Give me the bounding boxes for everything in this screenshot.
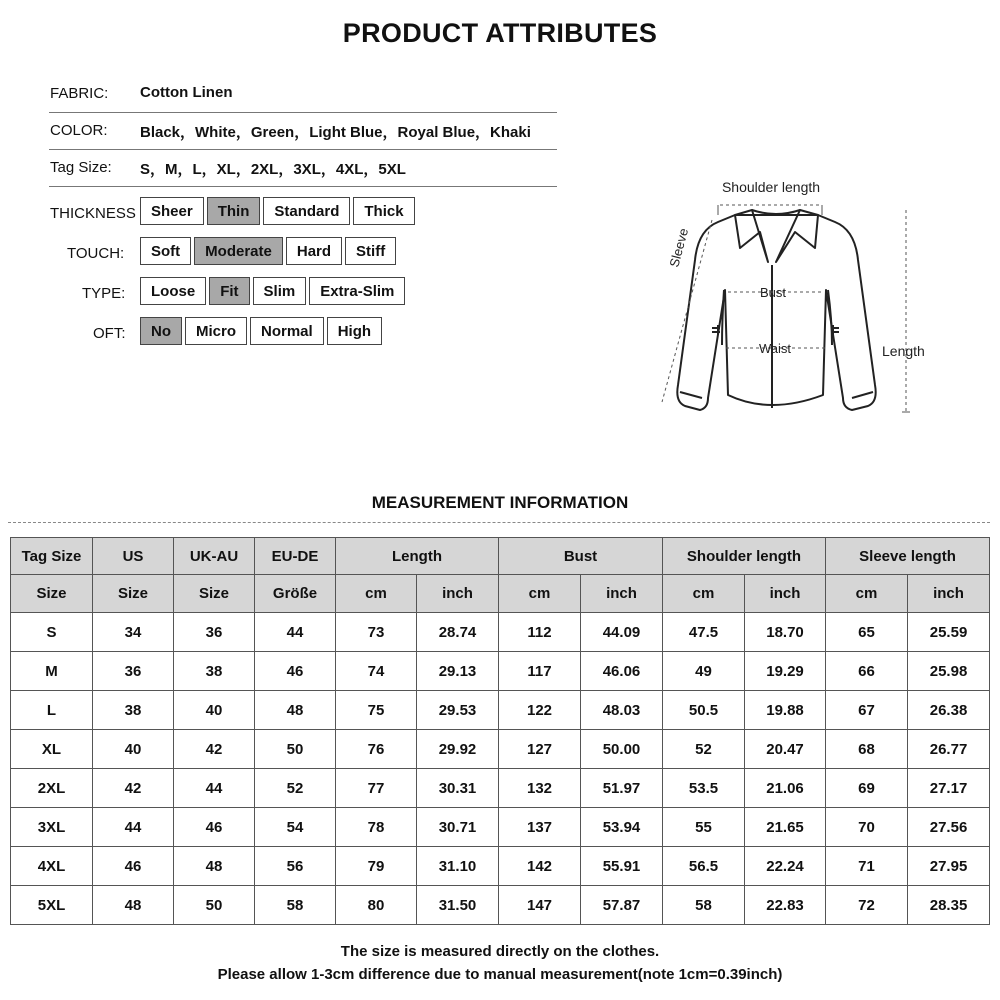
divider <box>49 186 557 187</box>
fabric-value: Cotton Linen <box>140 84 233 101</box>
value-cell: 74 <box>336 652 417 691</box>
value-cell: 25.59 <box>908 613 990 652</box>
value-cell: 51.97 <box>581 769 663 808</box>
value-cell: 44 <box>174 769 255 808</box>
touch-option[interactable]: Soft <box>140 237 191 265</box>
value-cell: 58 <box>663 886 745 925</box>
value-cell: 44.09 <box>581 613 663 652</box>
value-cell: 20.47 <box>745 730 826 769</box>
value-cell: 29.92 <box>417 730 499 769</box>
oft-option[interactable]: Normal <box>250 317 324 345</box>
divider <box>49 112 557 113</box>
oft-option[interactable]: No <box>140 317 182 345</box>
subheader-cell: Größe <box>255 575 336 613</box>
size-cell: 5XL <box>11 886 93 925</box>
value-cell: 48.03 <box>581 691 663 730</box>
value-cell: 52 <box>663 730 745 769</box>
subheader-cell: cm <box>826 575 908 613</box>
value-cell: 48 <box>174 847 255 886</box>
divider <box>49 149 557 150</box>
value-cell: 31.10 <box>417 847 499 886</box>
value-cell: 22.83 <box>745 886 826 925</box>
value-cell: 22.24 <box>745 847 826 886</box>
note-allowance: Please allow 1-3cm difference due to manual measurement(note 1cm=0.39inch) <box>217 966 783 983</box>
subheader-cell: cm <box>336 575 417 613</box>
value-cell: 132 <box>499 769 581 808</box>
subheader-cell: cm <box>663 575 745 613</box>
header-cell: UK-AU <box>174 538 255 575</box>
subheader-cell: inch <box>417 575 499 613</box>
value-cell: 53.94 <box>581 808 663 847</box>
measurement-table <box>10 537 990 925</box>
value-cell: 50 <box>255 730 336 769</box>
jacket-outline-icon <box>677 210 875 410</box>
touch-label: TOUCH: <box>67 245 125 262</box>
value-cell: 29.13 <box>417 652 499 691</box>
size-cell: XL <box>11 730 93 769</box>
value-cell: 46 <box>93 847 174 886</box>
table-row <box>11 808 990 847</box>
bust-label: Bust <box>759 285 787 300</box>
tag-size-value: S，M，L，XL，2XL，3XL，4XL，5XL <box>140 161 406 178</box>
value-cell: 21.06 <box>745 769 826 808</box>
measure-lines-icon <box>662 205 910 412</box>
value-cell: 42 <box>93 769 174 808</box>
note-measured: The size is measured directly on the clothes. <box>340 943 660 960</box>
value-cell: 147 <box>499 886 581 925</box>
table-body <box>11 613 990 925</box>
touch-option[interactable]: Moderate <box>194 237 283 265</box>
value-cell: 78 <box>336 808 417 847</box>
thickness-options <box>140 197 415 227</box>
value-cell: 36 <box>174 613 255 652</box>
value-cell: 58 <box>255 886 336 925</box>
value-cell: 38 <box>174 652 255 691</box>
value-cell: 122 <box>499 691 581 730</box>
value-cell: 50.00 <box>581 730 663 769</box>
size-cell: 2XL <box>11 769 93 808</box>
oft-options <box>140 317 382 347</box>
header-cell: EU-DE <box>255 538 336 575</box>
value-cell: 57.87 <box>581 886 663 925</box>
value-cell: 55 <box>663 808 745 847</box>
value-cell: 117 <box>499 652 581 691</box>
fabric-label: FABRIC: <box>50 85 109 102</box>
value-cell: 26.38 <box>908 691 990 730</box>
value-cell: 65 <box>826 613 908 652</box>
table-header-row <box>11 538 990 575</box>
table-row <box>11 613 990 652</box>
type-option[interactable]: Loose <box>140 277 206 305</box>
header-cell: Shoulder length <box>663 538 826 575</box>
subheader-cell: inch <box>581 575 663 613</box>
type-option[interactable]: Extra-Slim <box>309 277 405 305</box>
value-cell: 48 <box>93 886 174 925</box>
color-label: COLOR: <box>50 122 108 139</box>
subheader-cell: Size <box>174 575 255 613</box>
value-cell: 50.5 <box>663 691 745 730</box>
type-options <box>140 277 405 307</box>
value-cell: 28.35 <box>908 886 990 925</box>
waist-label: Waist <box>758 341 792 356</box>
value-cell: 27.95 <box>908 847 990 886</box>
value-cell: 76 <box>336 730 417 769</box>
value-cell: 46 <box>255 652 336 691</box>
oft-option[interactable]: High <box>327 317 382 345</box>
table-row <box>11 847 990 886</box>
value-cell: 34 <box>93 613 174 652</box>
value-cell: 49 <box>663 652 745 691</box>
header-cell: Sleeve length <box>826 538 990 575</box>
value-cell: 29.53 <box>417 691 499 730</box>
value-cell: 36 <box>93 652 174 691</box>
table-row <box>11 730 990 769</box>
value-cell: 80 <box>336 886 417 925</box>
size-cell: 3XL <box>11 808 93 847</box>
sleeve-label: Sleeve <box>666 226 692 269</box>
value-cell: 112 <box>499 613 581 652</box>
value-cell: 142 <box>499 847 581 886</box>
value-cell: 42 <box>174 730 255 769</box>
value-cell: 40 <box>93 730 174 769</box>
value-cell: 72 <box>826 886 908 925</box>
value-cell: 31.50 <box>417 886 499 925</box>
value-cell: 70 <box>826 808 908 847</box>
header-cell: US <box>93 538 174 575</box>
value-cell: 19.29 <box>745 652 826 691</box>
touch-options <box>140 237 396 267</box>
subheader-cell: Size <box>11 575 93 613</box>
value-cell: 69 <box>826 769 908 808</box>
value-cell: 40 <box>174 691 255 730</box>
type-option[interactable]: Slim <box>253 277 307 305</box>
value-cell: 55.91 <box>581 847 663 886</box>
value-cell: 28.74 <box>417 613 499 652</box>
thickness-label: THICKNESS <box>50 205 136 222</box>
value-cell: 19.88 <box>745 691 826 730</box>
header-cell: Bust <box>499 538 663 575</box>
value-cell: 30.31 <box>417 769 499 808</box>
value-cell: 27.56 <box>908 808 990 847</box>
value-cell: 27.17 <box>908 769 990 808</box>
value-cell: 46 <box>174 808 255 847</box>
value-cell: 66 <box>826 652 908 691</box>
value-cell: 44 <box>93 808 174 847</box>
shoulder-length-label: Shoulder length <box>721 179 821 195</box>
garment-measurement-diagram <box>640 170 960 430</box>
value-cell: 137 <box>499 808 581 847</box>
subheader-cell: Size <box>93 575 174 613</box>
length-label: Length <box>882 343 925 359</box>
subheader-cell: inch <box>745 575 826 613</box>
color-value: Black，White，Green，Light Blue，Royal Blue，Khaki <box>140 124 531 141</box>
value-cell: 56 <box>255 847 336 886</box>
size-cell: S <box>11 613 93 652</box>
value-cell: 53.5 <box>663 769 745 808</box>
header-cell: Length <box>336 538 499 575</box>
subheader-cell: cm <box>499 575 581 613</box>
value-cell: 26.77 <box>908 730 990 769</box>
value-cell: 77 <box>336 769 417 808</box>
value-cell: 71 <box>826 847 908 886</box>
table-subheader-row <box>11 575 990 613</box>
header-cell: Tag Size <box>11 538 93 575</box>
touch-option[interactable]: Hard <box>286 237 342 265</box>
oft-option[interactable]: Micro <box>185 317 247 345</box>
size-cell: M <box>11 652 93 691</box>
value-cell: 44 <box>255 613 336 652</box>
touch-option[interactable]: Stiff <box>345 237 396 265</box>
oft-label: OFT: <box>93 325 126 342</box>
thickness-option[interactable]: Standard <box>263 197 350 225</box>
tag-size-label: Tag Size: <box>50 159 112 176</box>
size-cell: 4XL <box>11 847 93 886</box>
dashed-divider <box>8 522 990 523</box>
table-row <box>11 886 990 925</box>
table-row <box>11 691 990 730</box>
value-cell: 21.65 <box>745 808 826 847</box>
value-cell: 38 <box>93 691 174 730</box>
value-cell: 79 <box>336 847 417 886</box>
value-cell: 68 <box>826 730 908 769</box>
value-cell: 18.70 <box>745 613 826 652</box>
value-cell: 50 <box>174 886 255 925</box>
value-cell: 48 <box>255 691 336 730</box>
page-title: PRODUCT ATTRIBUTES <box>342 18 658 48</box>
thickness-option[interactable]: Sheer <box>140 197 204 225</box>
value-cell: 54 <box>255 808 336 847</box>
value-cell: 30.71 <box>417 808 499 847</box>
type-option[interactable]: Fit <box>209 277 249 305</box>
measurement-title: MEASUREMENT INFORMATION <box>371 493 629 512</box>
value-cell: 127 <box>499 730 581 769</box>
thickness-option[interactable]: Thin <box>207 197 261 225</box>
value-cell: 56.5 <box>663 847 745 886</box>
table-row <box>11 769 990 808</box>
size-cell: L <box>11 691 93 730</box>
subheader-cell: inch <box>908 575 990 613</box>
value-cell: 75 <box>336 691 417 730</box>
table-row <box>11 652 990 691</box>
value-cell: 46.06 <box>581 652 663 691</box>
type-label: TYPE: <box>82 285 126 302</box>
value-cell: 52 <box>255 769 336 808</box>
value-cell: 47.5 <box>663 613 745 652</box>
value-cell: 73 <box>336 613 417 652</box>
thickness-option[interactable]: Thick <box>353 197 414 225</box>
value-cell: 25.98 <box>908 652 990 691</box>
value-cell: 67 <box>826 691 908 730</box>
